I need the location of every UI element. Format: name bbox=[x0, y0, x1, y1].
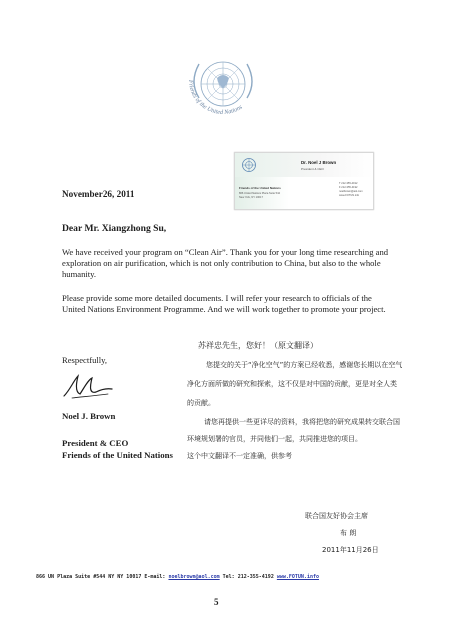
translation-line: 环境规划署的官员，并同他们一起，共同推进您的项目。 bbox=[187, 435, 362, 443]
handwritten-signature bbox=[62, 370, 114, 404]
card-contact-line: T 212-355-4192 bbox=[339, 182, 358, 185]
translation-line: 的贡献。 bbox=[187, 399, 215, 407]
salutation: Dear Mr. Xiangzhong Su, bbox=[62, 223, 167, 234]
translation-org: 联合国友好协会主席 bbox=[305, 512, 368, 520]
translation-line: 您提交的关于“净化空气”的方案已经收悉，感谢您长期以在空气 bbox=[206, 361, 403, 369]
card-address-line: New York, NY 10017 bbox=[239, 196, 263, 199]
translation-line: 净化方面所做的研究和探索，这不仅是对中国的贡献，更是对全人类 bbox=[187, 380, 397, 388]
translation-date: 2011年11月26日 bbox=[322, 546, 379, 554]
closing: Respectfully, bbox=[62, 355, 108, 365]
card-contact-line: F 212-355-4192 bbox=[339, 186, 358, 189]
card-contact-line: noelbrown@aol.com bbox=[339, 190, 363, 193]
translation-signer: 布 朗 bbox=[340, 529, 357, 537]
translation-note: 这个中文翻译不一定准确，供参考 bbox=[187, 452, 292, 460]
signer-name: Noel J. Brown bbox=[62, 411, 116, 421]
card-org: Friends of the United Nations bbox=[239, 186, 281, 190]
letter-date: November26, 2011 bbox=[62, 189, 135, 199]
signer-organization: Friends of the United Nations bbox=[62, 450, 173, 460]
emblem-ring-text: Friends of the United Nations bbox=[186, 79, 244, 117]
card-title: President & CEO bbox=[301, 167, 324, 171]
un-friends-emblem bbox=[175, 58, 270, 138]
svg-text:Friends of the United Nations bbox=[187, 79, 244, 116]
footer-tel: Tel: 212-355-4192 bbox=[219, 574, 277, 580]
translation-greeting: 苏祥忠先生，您好！（原文翻译） bbox=[198, 341, 318, 350]
un-logo-icon bbox=[241, 157, 257, 173]
footer-email-link[interactable]: noelbrown@aol.com bbox=[168, 574, 220, 580]
body-paragraph: Please provide some more detailed documents. I will refer your research to officials of the United Nations Environment Programme. And we will work together to promote your project. bbox=[62, 293, 386, 314]
card-name: Dr. Noel J Brown bbox=[301, 160, 337, 165]
footer-address: 866 UN Plaza Suite #544 NY NY 10017 E-mail: bbox=[36, 574, 169, 580]
footer-contact bbox=[36, 574, 319, 580]
body-paragraph: We have received your program on “Clean Air”. Thank you for your long time researching and exploration on air purification, which is not only contribution to China, but also to the whole humanity. bbox=[62, 247, 389, 279]
card-contact-line: www.FOTUN.info bbox=[339, 194, 360, 197]
card-address-line: 866 United Nations Plaza Suite 544 bbox=[239, 192, 280, 195]
signer-title: President & CEO bbox=[62, 438, 129, 448]
footer-website-link[interactable]: www.FOTUN.info bbox=[276, 574, 319, 580]
translation-line: 请您再提供一些更详尽的资料，我将把您的研究成果转交联合国 bbox=[204, 418, 400, 426]
business-card bbox=[234, 152, 374, 210]
page-number: 5 bbox=[214, 597, 219, 607]
